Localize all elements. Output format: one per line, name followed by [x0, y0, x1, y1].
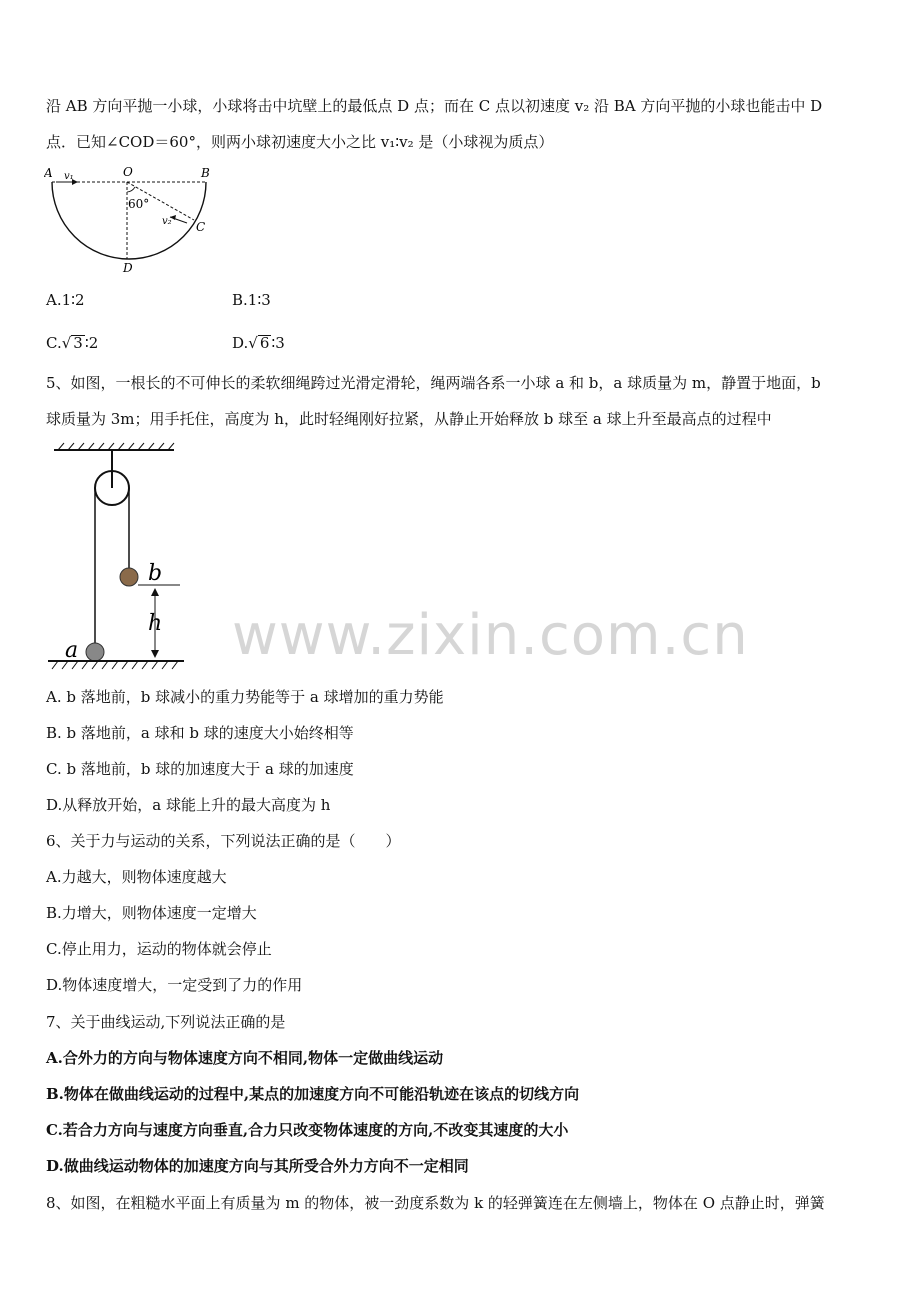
q5-stem-line1: 5、如图，一根长的不可伸长的柔软细绳跨过光滑定滑轮，绳两端各系一小球 a 和 b，a 球质量为 m，静置于地面，b: [46, 374, 821, 392]
q6-option-c[interactable]: C.停止用力，运动的物体就会停止: [46, 940, 272, 958]
semicircle-wall: [52, 182, 206, 259]
height-arrowhead-down: [151, 650, 159, 658]
q5-option-c[interactable]: C. b 落地前，b 球的加速度大于 a 球的加速度: [46, 760, 354, 778]
ceiling-hatch: [58, 443, 174, 450]
label-a: a: [65, 638, 79, 663]
q7-option-b[interactable]: B.物体在做曲线运动的过程中,某点的加速度方向不可能沿轨迹在该点的切线方向: [46, 1085, 580, 1103]
label-d: D: [123, 261, 133, 275]
watermark: www.zixin.com.cn: [232, 603, 749, 668]
label-b: b: [148, 561, 163, 586]
height-arrowhead-up: [151, 588, 159, 596]
ball-a: [86, 643, 104, 661]
q5-option-b[interactable]: B. b 落地前，a 球和 b 球的速度大小始终相等: [46, 724, 354, 742]
q5-stem-line2: 球质量为 3m；用手托住，高度为 h，此时轻绳刚好拉紧，从静止开始释放 b 球至 a 球上升至最高点的过程中: [46, 410, 772, 428]
sqrt-sign: √: [248, 334, 258, 352]
q4-figure-hemisphere: [44, 162, 224, 277]
ball-b: [120, 568, 138, 586]
q4-option-d-radicand: 6: [259, 334, 270, 352]
angle-arc: [127, 187, 135, 192]
q6-option-b[interactable]: B.力增大，则物体速度一定增大: [46, 904, 257, 922]
q5-option-d[interactable]: D.从释放开始，a 球能上升的最大高度为 h: [46, 796, 331, 814]
q4-option-d[interactable]: [232, 332, 285, 354]
q7-option-a[interactable]: A.合外力的方向与物体速度方向不相同,物体一定做曲线运动: [46, 1049, 444, 1067]
label-v2: v₂: [162, 216, 172, 227]
q4-option-d-suffix: ∶3: [271, 334, 285, 352]
q4-option-c-prefix: C.: [46, 334, 62, 352]
q4-stem-line2: 点．已知∠COD＝60°，则两小球初速度大小之比 v₁∶v₂ 是（小球视为质点）: [46, 133, 554, 151]
q7-stem: 7、关于曲线运动,下列说法正确的是: [46, 1013, 286, 1031]
sqrt-sign: √: [61, 334, 72, 352]
q5-option-a[interactable]: A. b 落地前，b 球减小的重力势能等于 a 球增加的重力势能: [46, 688, 444, 706]
q4-option-c-radicand: 3: [73, 334, 83, 352]
q4-option-c-suffix: ∶2: [84, 334, 99, 352]
q5-figure-pulley: [44, 440, 194, 675]
q4-option-d-prefix: D.: [232, 334, 249, 352]
q6-option-d[interactable]: D.物体速度增大，一定受到了力的作用: [46, 976, 303, 994]
q4-stem-line1: 沿 AB 方向平抛一小球，小球将击中坑壁上的最低点 D 点；而在 C 点以初速度 v₂ 沿 BA 方向平抛的小球也能击中 D: [46, 97, 823, 115]
label-h: h: [148, 611, 163, 636]
q8-stem: 8、如图，在粗糙水平面上有质量为 m 的物体，被一劲度系数为 k 的轻弹簧连在左侧墙上，物体在 O 点静止时，弹簧: [46, 1194, 825, 1212]
q6-option-a[interactable]: A.力越大，则物体速度越大: [46, 868, 227, 886]
label-c: C: [196, 220, 206, 234]
q7-option-c[interactable]: C.若合力方向与速度方向垂直,合力只改变物体速度的方向,不改变其速度的大小: [46, 1121, 569, 1139]
q4-option-b[interactable]: B.1∶3: [232, 291, 271, 309]
label-a: A: [44, 166, 53, 180]
q4-option-c[interactable]: [46, 332, 98, 354]
label-o: O: [123, 165, 133, 179]
q7-option-d[interactable]: D.做曲线运动物体的加速度方向与其所受合外力方向不一定相同: [46, 1157, 469, 1175]
label-v1: v₁: [64, 171, 74, 182]
q4-option-a[interactable]: A.1∶2: [46, 291, 85, 309]
q6-stem: 6、关于力与运动的关系，下列说法正确的是（ ）: [46, 832, 401, 850]
label-b: B: [201, 166, 210, 180]
label-angle: 60°: [128, 197, 150, 211]
